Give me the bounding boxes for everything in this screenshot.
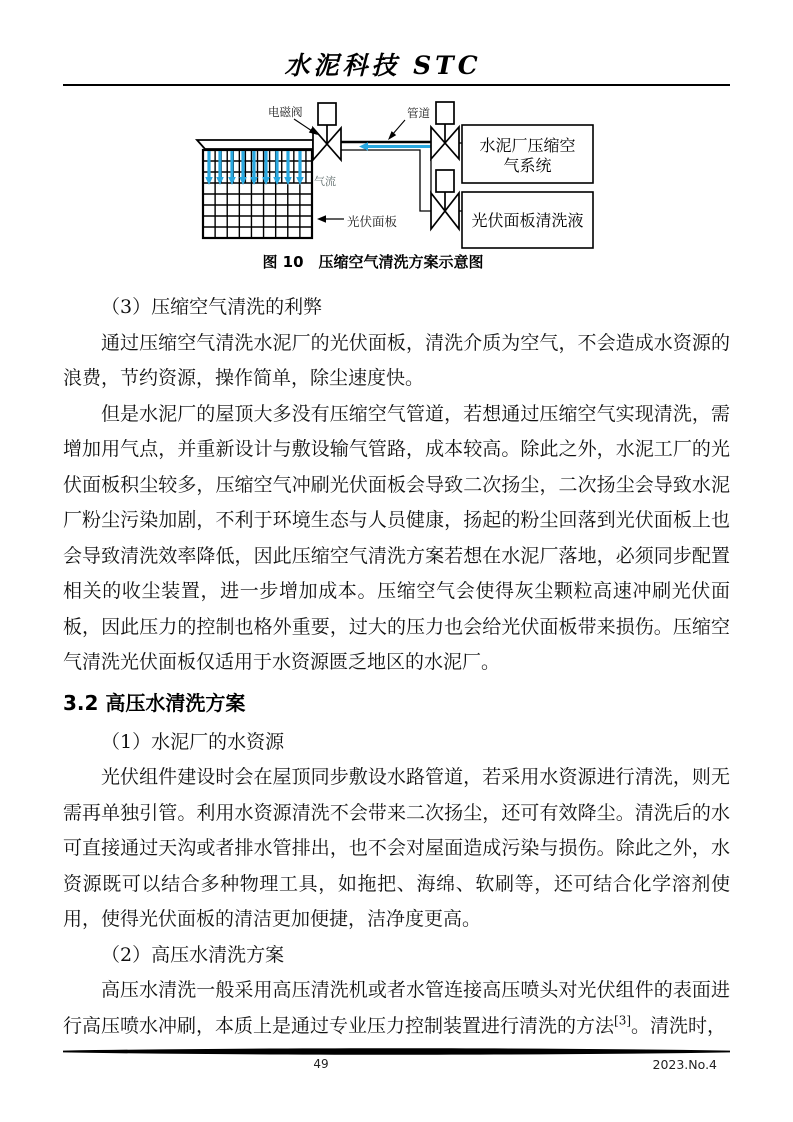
paragraph-high-pressure-text: 高压水清洗一般采用高压清洗机或者水管连接高压喷头对光伏组件的表面进行高压喷水冲刷，本质上是通过专业压力控制装置进行清洗的方法 xyxy=(63,979,730,1037)
article-body xyxy=(63,290,730,1044)
compressed-air-cleaning-diagram xyxy=(178,96,618,258)
figure-caption: 图 10 压缩空气清洗方案示意图 xyxy=(262,253,484,271)
pipe-valve-top xyxy=(431,102,459,159)
spray-manifold-bar xyxy=(197,140,313,149)
cleaning-liquid-box-label: 光伏面板清洗液 xyxy=(471,211,584,230)
header-rule xyxy=(63,84,730,86)
reference-mark: [3] xyxy=(614,1013,632,1028)
solenoid-valve-callout-arrow xyxy=(294,119,318,135)
pipe-callout-arrow xyxy=(388,120,405,140)
paragraph-drawbacks: 但是水泥厂的屋顶大多没有压缩空气管道，若想通过压缩空气实现清洗，需增加用气点，并重新设计与敷设输气管路，成本较高。除此之外，水泥工厂的光伏面板积尘较多，压缩空气冲刷光伏面板会导致二次扬尘，二次扬尘会导致水泥厂粉尘污染加剧，不利于环境生态与人员健康，扬起的粉尘回落到光伏面板上也会导致清洗效率降低，因此压缩空气清洗方案若想在水泥厂落地，必须同步配置相关的收尘装置，进一步增加成本。压缩空气会使得灰尘颗粒高速冲刷光伏面板，因此压力的控制也格外重要，过大的压力也会给光伏面板带来损伤。压缩空气清洗光伏面板仅适用于水资源匮乏地区的水泥厂。 xyxy=(63,402,730,673)
figure-diagram xyxy=(178,96,618,258)
solenoid-valve-label: 电磁阀 xyxy=(268,105,303,119)
pv-panel-callout-arrow xyxy=(317,215,344,222)
solenoid-valve xyxy=(313,103,341,160)
pipe-label: 管道 xyxy=(407,106,430,120)
air-flow-label: 气流 xyxy=(314,175,336,188)
compressed-air-box-line1: 水泥厂压缩空 xyxy=(479,136,576,155)
footer-rule xyxy=(63,1048,730,1055)
journal-title: 水泥科技 STC xyxy=(284,51,482,80)
item2-heading: （2）高压水清洗方案 xyxy=(101,943,285,966)
item1-heading: （1）水泥厂的水资源 xyxy=(101,730,285,753)
section-heading-3-2: 3.2 高压水清洗方案 xyxy=(63,690,246,715)
item3-heading: （3）压缩空气清洗的利弊 xyxy=(101,296,323,318)
cleaning-liquid-box xyxy=(462,192,593,248)
paragraph-high-pressure-tail: 。清洗时， xyxy=(631,1014,727,1037)
paragraph-high-pressure xyxy=(63,973,730,1044)
paragraph-advantages: 通过压缩空气清洗水泥厂的光伏面板，清洗介质为空气，不会造成水资源的浪费，节约资源，操作简单，除尘速度快。 xyxy=(63,331,730,389)
compressed-air-box xyxy=(462,125,593,183)
compressed-air-box-line2: 气系统 xyxy=(503,156,552,175)
page-number: 49 xyxy=(313,1057,329,1071)
pipe-valve-bottom xyxy=(431,170,459,229)
issue-label: 2023.No.4 xyxy=(652,1057,717,1072)
pv-panel-label: 光伏面板 xyxy=(347,214,398,229)
air-flow-arrows xyxy=(205,151,304,185)
paragraph-water-resource: 光伏组件建设时会在屋顶同步敷设水路管道，若采用水资源进行清洗，则无需再单独引管。利用水资源清洗不会带来二次扬尘，还可有效降尘。清洗后的水可直接通过天沟或者排水管排出，也不会对屋面造成污染与损伤。除此之外，水资源既可以结合多种物理工具，如拖把、海绵、软刷等，还可结合化学溶剂使用，使得光伏面板的清洁更加便捷，洁净度更高。 xyxy=(63,766,730,930)
